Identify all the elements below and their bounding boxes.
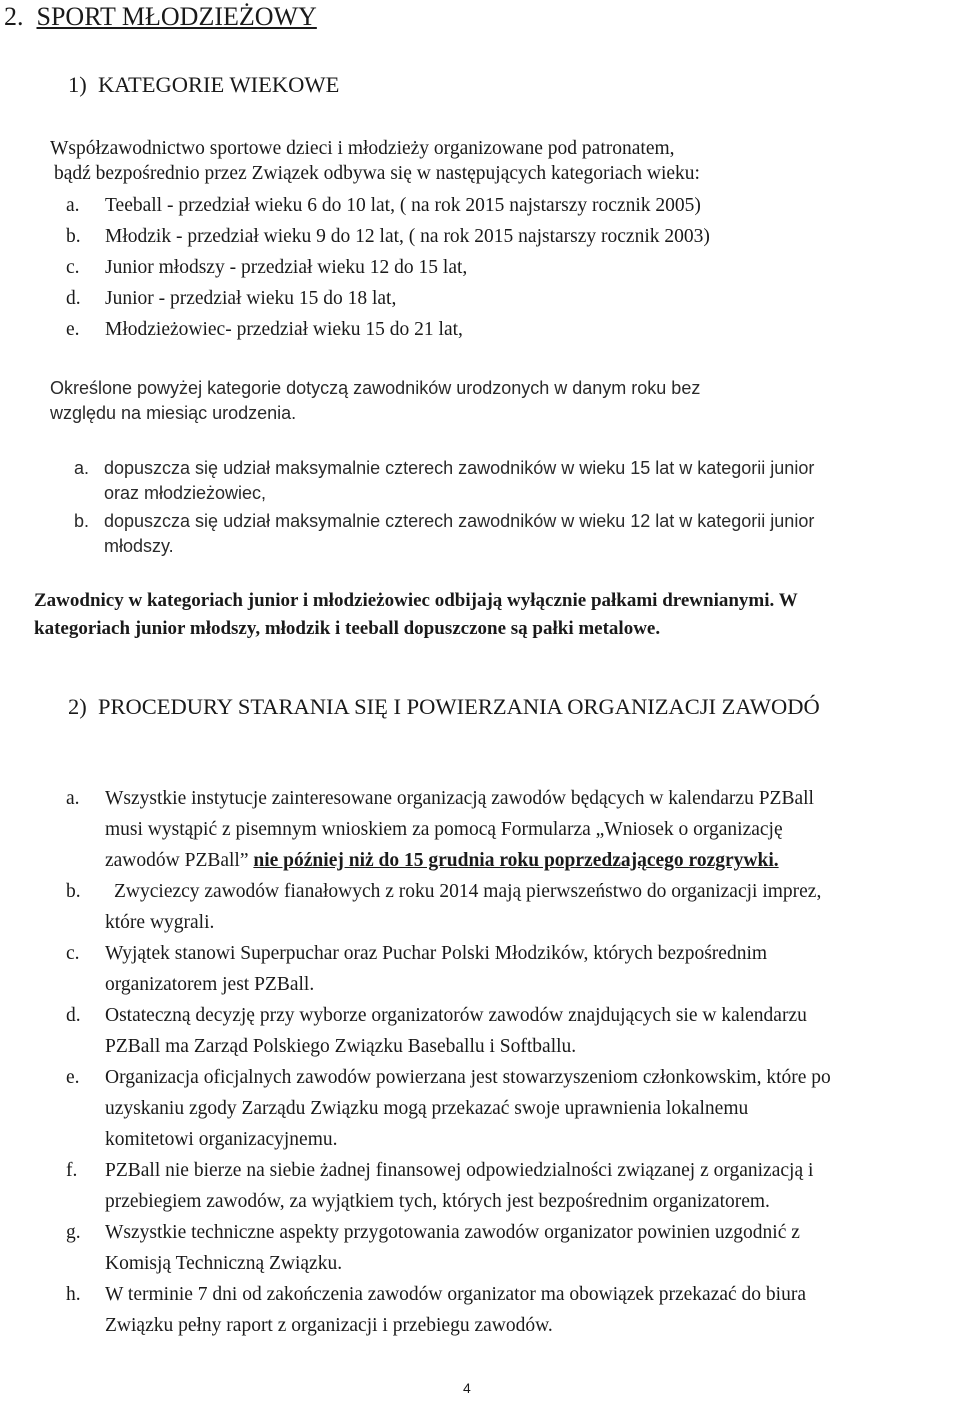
list-item-text: Wszystkie techniczne aspekty przygotowania zawodów organizator powinien uzgodnić z [105,1222,800,1243]
list-item-text-prefix: zawodów PZBall” [105,850,254,871]
list-item-text: uzyskaniu zgody Zarządu Związku mogą przekazać swoje uprawnienia lokalnemu [105,1098,749,1119]
list-item-text [105,850,779,872]
page-number: 4 [463,1380,471,1396]
list-marker: c. [66,943,80,964]
list-item-text: PZBall nie bierze na siebie żadnej finansowej odpowiedzialności związanej z organizacją i [105,1160,814,1181]
list-marker: a. [66,195,80,216]
list-item-text: Komisją Techniczną Związku. [105,1253,343,1274]
list-item-text: Organizacja oficjalnych zawodów powierzana jest stowarzyszeniom członkowskim, które po [105,1067,831,1088]
list-item-text: Ostateczną decyzję przy wyborze organizatorów zawodów znajdujących sie w kalendarzu [105,1005,807,1026]
list-item-text: oraz młodzieżowiec, [104,483,267,503]
list-marker: a. [74,458,90,478]
section-title: SPORT MŁODZIEŻOWY [36,2,317,31]
section-heading [4,2,317,32]
list-item-text: młodszy. [104,536,174,556]
section-number: 2. [4,2,24,31]
list-item-text: Junior - przedział wieku 15 do 18 lat, [105,288,397,309]
list-item-text: które wygrali. [105,912,215,933]
list-item-text: Związku pełny raport z organizacji i przebiegu zawodów. [105,1315,553,1336]
list-item-text: Wszystkie instytucje zainteresowane organizacją zawodów będących w kalendarzu PZBall [105,788,814,809]
note-line-1: Określone powyżej kategorie dotyczą zawodników urodzonych w danym roku bez [50,378,701,398]
list-item-text: dopuszcza się udział maksymalnie czterech zawodników w wieku 12 lat w kategorii junior [104,511,815,531]
list-item-text: Junior młodszy - przedział wieku 12 do 15 lat, [105,257,468,278]
deadline-emphasis: nie później niż do 15 grudnia roku poprzedzającego rozgrywki. [253,850,779,871]
list-item-text: dopuszcza się udział maksymalnie czterech zawodników w wieku 15 lat w kategorii junior [104,458,815,478]
list-marker: a. [66,788,80,809]
list-item-text: Teeball - przedział wieku 6 do 10 lat, ( na rok 2015 najstarszy rocznik 2005) [105,195,701,216]
list-marker: b. [66,226,81,247]
list-item [66,319,80,341]
list-item-text: Młodzieżowiec- przedział wieku 15 do 21 lat, [105,319,463,340]
list-marker: c. [66,257,80,278]
list-item [66,288,81,310]
list-marker: g. [66,1222,81,1243]
subsection-heading-age-categories: 1) KATEGORIE WIEKOWE [68,72,340,97]
list-item-text: Zwyciezcy zawodów fianałowych z roku 2014 mają pierwszeństwo do organizacji imprez, [114,881,822,902]
list-item-text: Wyjątek stanowi Superpuchar oraz Puchar Polski Młodzików, których bezpośrednim [105,943,768,964]
list-item-text: komitetowi organizacyjnemu. [105,1129,338,1150]
list-item-text: organizatorem jest PZBall. [105,974,315,995]
list-marker: e. [66,319,80,340]
list-item [66,257,80,279]
bold-rule-line-2: kategoriach junior młodszy, młodzik i teeball dopuszczone są pałki metalowe. [34,618,661,639]
intro-line-2: bądź bezpośrednio przez Związek odbywa się w następujących kategoriach wieku: [54,163,700,184]
list-marker: b. [74,511,90,531]
list-item [66,195,80,217]
list-item [66,226,81,248]
bold-rule-line-1: Zawodnicy w kategoriach junior i młodzieżowiec odbijają wyłącznie pałkami drewnianymi. W [34,590,798,611]
list-marker: d. [66,1005,81,1026]
list-item-text: PZBall ma Zarząd Polskiego Związku Baseballu i Softballu. [105,1036,577,1057]
list-marker: e. [66,1067,80,1088]
list-item-text: musi wystąpić z pisemnym wnioskiem za pomocą Formularza „Wniosek o organizację [105,819,783,840]
note-line-2: względu na miesiąc urodzenia. [50,403,297,423]
list-marker: h. [66,1284,81,1305]
subsection-heading-procedures: 2) PROCEDURY STARANIA SIĘ I POWIERZANIA ORGANIZACJI ZAWODÓ [68,694,820,719]
list-item-text: Młodzik - przedział wieku 9 do 12 lat, ( na rok 2015 najstarszy rocznik 2003) [105,226,710,247]
list-item-text: przebiegiem zawodów, za wyjątkiem tych, których jest bezpośrednim organizatorem. [105,1191,770,1212]
list-marker: b. [66,881,81,902]
list-item-text: W terminie 7 dni od zakończenia zawodów organizator ma obowiązek przekazać do biura [105,1284,806,1305]
intro-line-1: Współzawodnictwo sportowe dzieci i młodzieży organizowane pod patronatem, [50,138,675,159]
list-marker: f. [66,1160,78,1181]
list-marker: d. [66,288,81,309]
